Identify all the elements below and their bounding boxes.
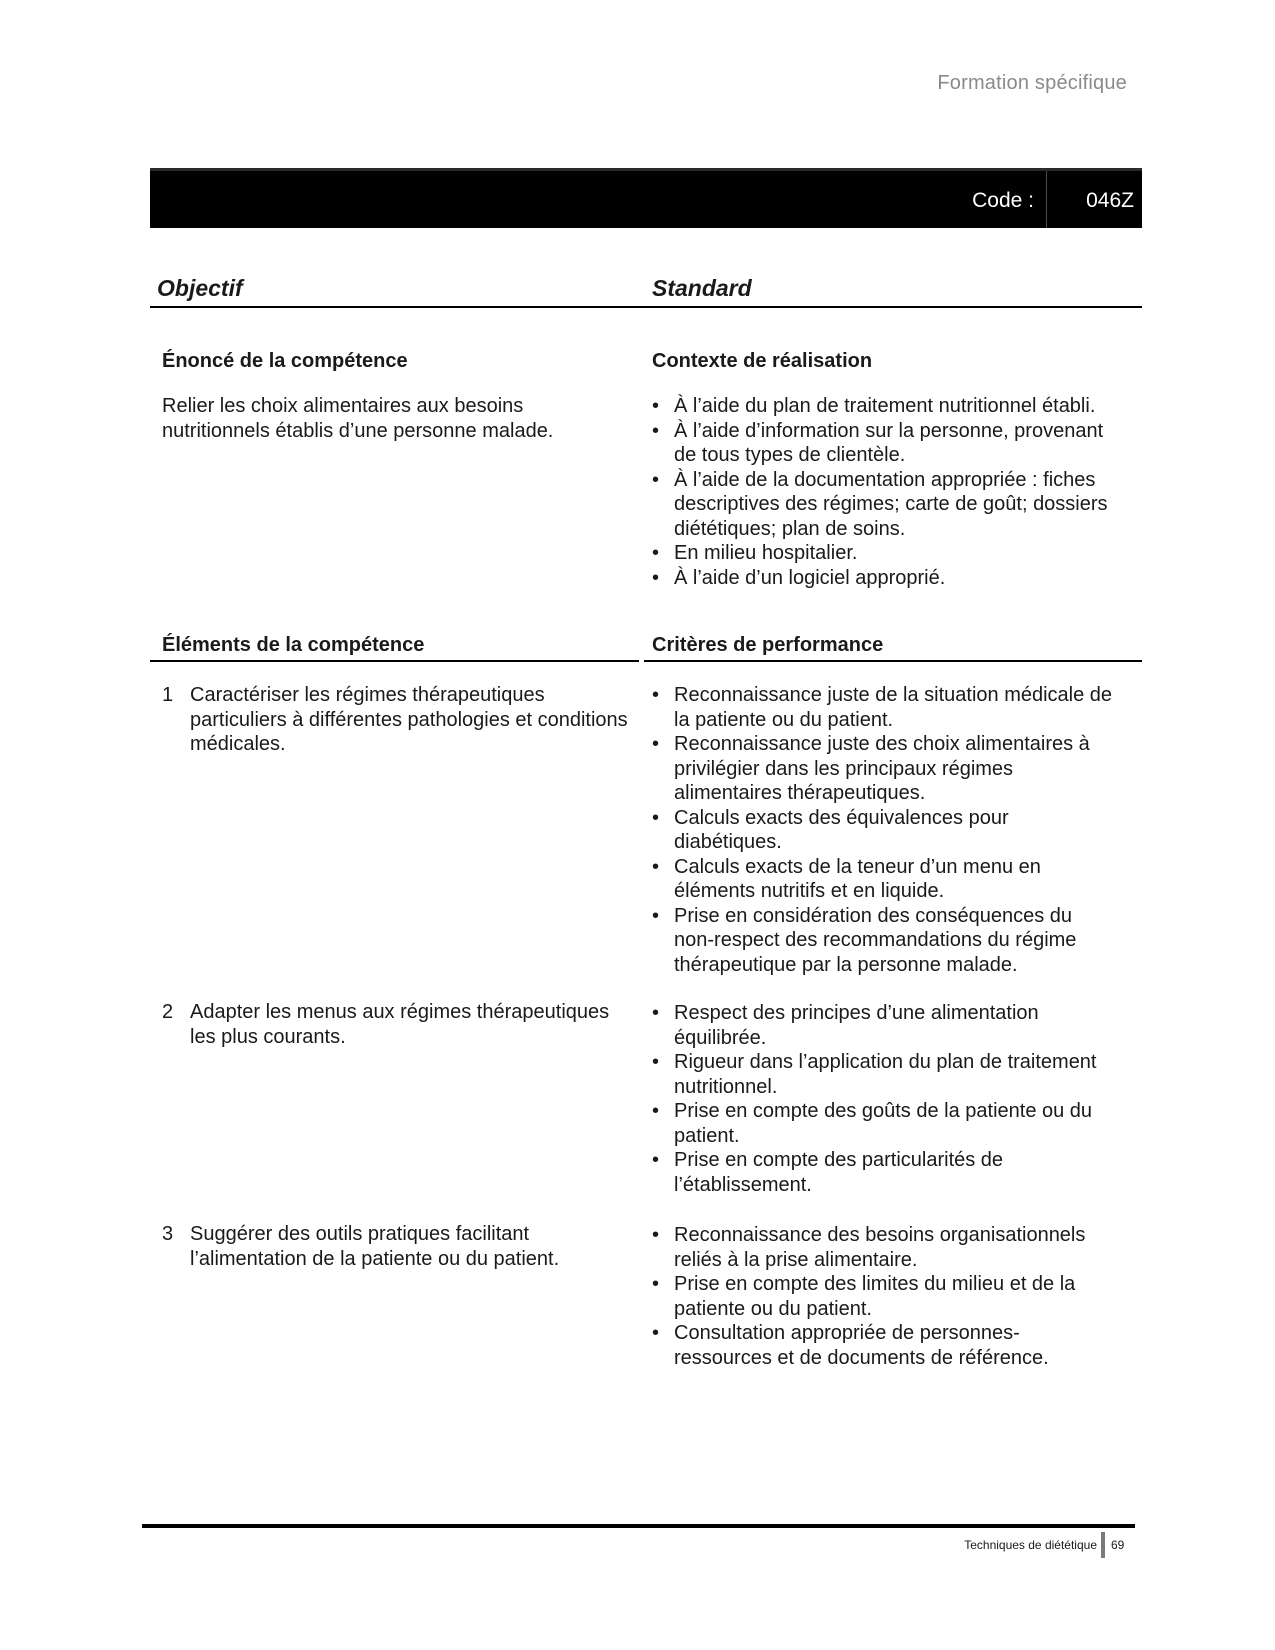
- criteres-list-1: [652, 683, 1114, 977]
- criteres-list-3: [652, 1223, 1114, 1370]
- code-bar: [150, 168, 1142, 228]
- objectif-heading: Objectif: [157, 275, 243, 301]
- list-item: • Rigueur dans l’application du plan de traitement nutritionnel.: [652, 1050, 1114, 1099]
- code-value: 046Z: [1086, 189, 1134, 212]
- running-header: Formation spécifique: [937, 72, 1127, 94]
- element-item-3: [162, 1222, 632, 1271]
- list-item: • Reconnaissance des besoins organisationnels reliés à la prise alimentaire.: [652, 1223, 1114, 1272]
- heading-rule: [150, 306, 1142, 308]
- list-item: • À l’aide de la documentation appropriée : fiches descriptives des régimes; carte de goût; dossiers diététiques; plan de soins.: [652, 468, 1114, 542]
- footer-rule: [142, 1524, 1135, 1528]
- list-item: • En milieu hospitalier.: [652, 541, 1114, 566]
- list-item: • Reconnaissance juste des choix alimentaires à privilégier dans les principaux régimes alimentaires thérapeutiques.: [652, 732, 1114, 806]
- code-label: Code :: [972, 189, 1034, 212]
- list-item: • Prise en considération des conséquences du non-respect des recommandations du régime thérapeutique par la personne malade.: [652, 904, 1114, 978]
- list-item: • Prise en compte des particularités de l’établissement.: [652, 1148, 1114, 1197]
- element-number: 2: [162, 1001, 174, 1023]
- element-text: Suggérer des outils pratiques facilitant l’alimentation de la patiente ou du patient.: [190, 1223, 560, 1270]
- elements-title: Éléments de la compétence: [162, 634, 425, 656]
- list-item: • Consultation appropriée de personnes-ressources et de documents de référence.: [652, 1321, 1114, 1370]
- list-item: • Calculs exacts des équivalences pour diabétiques.: [652, 806, 1114, 855]
- list-item: • Respect des principes d’une alimentation équilibrée.: [652, 1001, 1114, 1050]
- list-item: • Prise en compte des limites du milieu et de la patiente ou du patient.: [652, 1272, 1114, 1321]
- footer-title: Techniques de diététique: [964, 1538, 1097, 1552]
- criteres-rule: [644, 660, 1142, 662]
- element-item-2: [162, 1000, 632, 1049]
- page-number: 69: [1111, 1538, 1125, 1552]
- criteres-title: Critères de performance: [652, 634, 884, 656]
- criteres-list-2: [652, 1001, 1114, 1197]
- list-item: • À l’aide du plan de traitement nutritionnel établi.: [652, 394, 1114, 419]
- element-number: 1: [162, 684, 174, 706]
- element-text: Caractériser les régimes thérapeutiques particuliers à différentes pathologies et conditions médicales.: [190, 684, 628, 755]
- standard-heading: Standard: [652, 275, 752, 301]
- contexte-title: Contexte de réalisation: [652, 350, 873, 372]
- contexte-list: [652, 394, 1114, 590]
- list-item: • Prise en compte des goûts de la patiente ou du patient.: [652, 1099, 1114, 1148]
- element-item-1: [162, 683, 632, 757]
- code-separator: [1046, 171, 1047, 228]
- element-number: 3: [162, 1223, 174, 1245]
- list-item: • À l’aide d’information sur la personne, provenant de tous types de clientèle.: [652, 419, 1114, 468]
- enonce-title: Énoncé de la compétence: [162, 350, 408, 372]
- footer-separator: [1101, 1532, 1105, 1558]
- element-text: Adapter les menus aux régimes thérapeutiques les plus courants.: [190, 1001, 610, 1048]
- list-item: • Reconnaissance juste de la situation médicale de la patiente ou du patient.: [652, 683, 1114, 732]
- enonce-text: Relier les choix alimentaires aux besoins nutritionnels établis d’une personne malade.: [162, 395, 554, 442]
- list-item: • Calculs exacts de la teneur d’un menu en éléments nutritifs et en liquide.: [652, 855, 1114, 904]
- elements-rule: [150, 660, 639, 662]
- list-item: • À l’aide d’un logiciel approprié.: [652, 566, 1114, 591]
